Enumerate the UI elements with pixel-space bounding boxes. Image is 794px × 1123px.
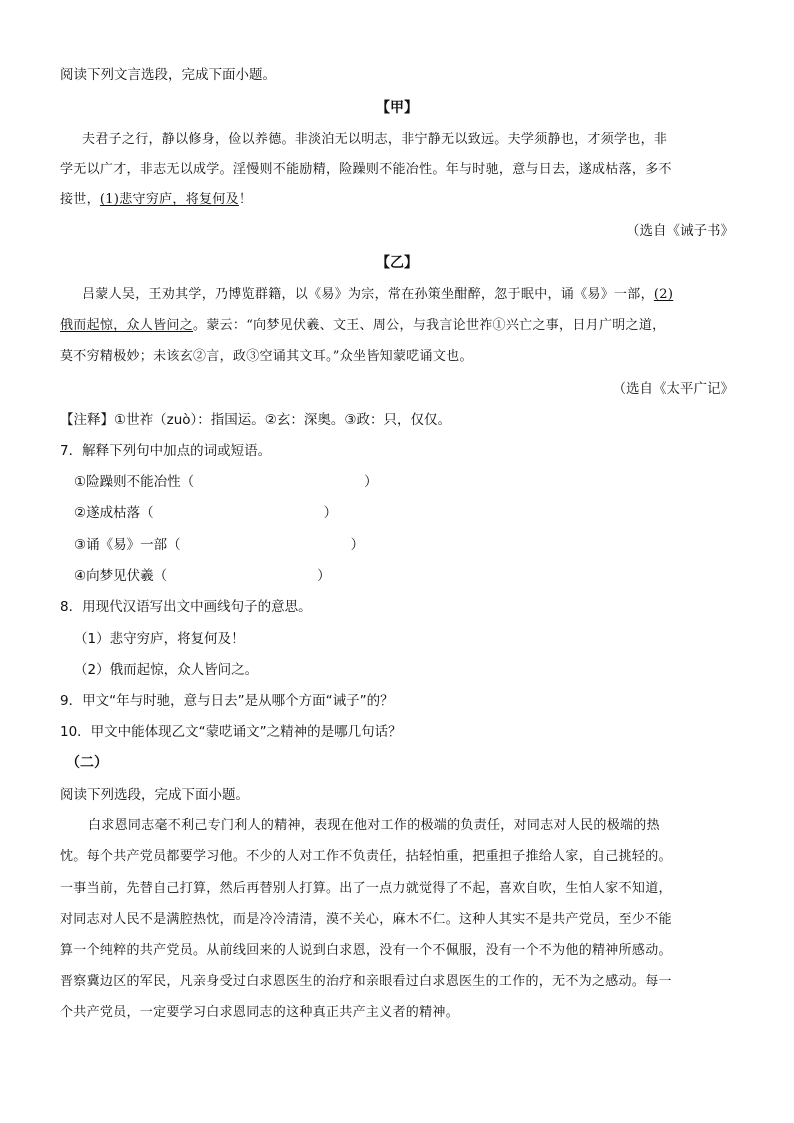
q8-item-2: （2）俄而起惊，众人皆问之。 bbox=[74, 662, 259, 678]
section2-line-4: 对同志对人民不是满腔热忱，而是冷冷清清，漠不关心，麻木不仁。这种人其实不是共产党员，至少不能 bbox=[60, 912, 672, 927]
question-8: 8．用现代汉语写出文中画线句子的意思。 bbox=[60, 599, 312, 615]
question-10: 10．甲文中能体现乙文“蒙呓诵文”之精神的是哪几句话？ bbox=[60, 724, 402, 740]
q7-item-3 bbox=[74, 536, 364, 554]
jia-line-3-end: ！ bbox=[238, 192, 253, 207]
yi-source: （选自《太平广记》 bbox=[612, 381, 734, 397]
yi-line-3: 莫不穷精极妙；未该玄②言，政③空诵其文耳。”众坐皆知蒙呓诵文也。 bbox=[60, 349, 473, 364]
q7-item-2 bbox=[74, 504, 337, 522]
yi-line-1-text: 吕蒙人吴，王劝其学，乃博览群籍，以《易》为宗，常在孙策坐酣醉，忽于眠中，诵《易》一部， bbox=[82, 287, 654, 302]
section2-line-5: 算一个纯粹的共产党员。从前线回来的人说到白求恩，没有一个不佩服，没有一个不为他的精神所感动。 bbox=[60, 943, 672, 958]
q7-item-2-label: ②遂成枯落（ bbox=[74, 505, 154, 521]
q7-item-1-label: ①险躁则不能冶性（ bbox=[74, 474, 195, 490]
yi-line-2 bbox=[60, 317, 665, 335]
q7-item-4-label: ④向梦见伏羲（ bbox=[74, 568, 168, 584]
section2-line-6: 晋察冀边区的军民，凡亲身受过白求恩医生的治疗和亲眼看过白求恩医生的工作的，无不为之感动。每一 bbox=[60, 974, 672, 989]
q7-item-1-close: ） bbox=[364, 474, 378, 490]
question-7: 7．解释下列句中加点的词或短语。 bbox=[60, 443, 272, 459]
question-9: 9．甲文“年与时驰，意与日去”是从哪个方面“诫子”的？ bbox=[60, 693, 394, 709]
q7-item-3-label: ③诵《易》一部（ bbox=[74, 537, 181, 553]
q7-item-1 bbox=[74, 473, 378, 491]
q7-item-4-close: ） bbox=[317, 568, 331, 584]
jia-line-3 bbox=[60, 191, 252, 209]
q7-item-2-close: ） bbox=[323, 505, 338, 521]
section2-line-1: 白求恩同志毫不利己专门利人的精神，表现在他对工作的极端的负责任，对同志对人民的极端的热 bbox=[88, 818, 660, 833]
jia-line-1: 夫君子之行，静以修身，俭以养德。非淡泊无以明志，非宁静无以致远。夫学须静也，才须学也，非 bbox=[82, 132, 668, 147]
yi-title: 【乙】 bbox=[376, 255, 418, 271]
notes: 【注释】①世祚（zuò）：指国运。②玄：深奥。③政：只，仅仅。 bbox=[60, 412, 451, 428]
q7-item-3-close: ） bbox=[350, 537, 365, 553]
jia-underlined-sentence: (1)悲守穷庐，将复何及 bbox=[99, 192, 239, 207]
yi-underlined-sentence: 俄而起惊，众人皆问之 bbox=[60, 318, 194, 333]
jia-title: 【甲】 bbox=[376, 100, 418, 116]
section2-line-3: 一事当前，先替自己打算，然后再替别人打算。出了一点力就觉得了不起，喜欢自吹，生怕人家不知道， bbox=[60, 881, 672, 896]
section2-intro: 阅读下列选段，完成下面小题。 bbox=[60, 787, 249, 803]
yi-line-1 bbox=[82, 286, 673, 304]
yi-line-2-text: 。蒙云：“向梦见伏羲、文王、周公，与我言论世祚①兴亡之事，日月广明之道， bbox=[193, 318, 666, 333]
section2-heading: （二） bbox=[66, 755, 108, 771]
jia-line-2: 学无以广才，非志无以成学。淫慢则不能励精，险躁则不能冶性。年与时驰，意与日去，遂成枯落，多不 bbox=[60, 162, 672, 177]
section2-line-7: 个共产党员，一定要学习白求恩同志的这种真正共产主义者的精神。 bbox=[60, 1005, 460, 1020]
q7-item-4 bbox=[74, 567, 331, 585]
section1-intro: 阅读下列文言选段，完成下面小题。 bbox=[60, 67, 276, 83]
jia-line-3-start: 接世， bbox=[60, 192, 100, 207]
q8-item-1: （1）悲守穷庐，将复何及！ bbox=[74, 631, 245, 647]
jia-source: （选自《诫子书》 bbox=[626, 223, 734, 239]
section2-line-2: 忱。每个共产党员都要学习他。不少的人对工作不负责任，拈轻怕重，把重担子推给人家，自己挑轻的。 bbox=[60, 849, 672, 864]
yi-underline-marker: (2) bbox=[653, 287, 674, 302]
